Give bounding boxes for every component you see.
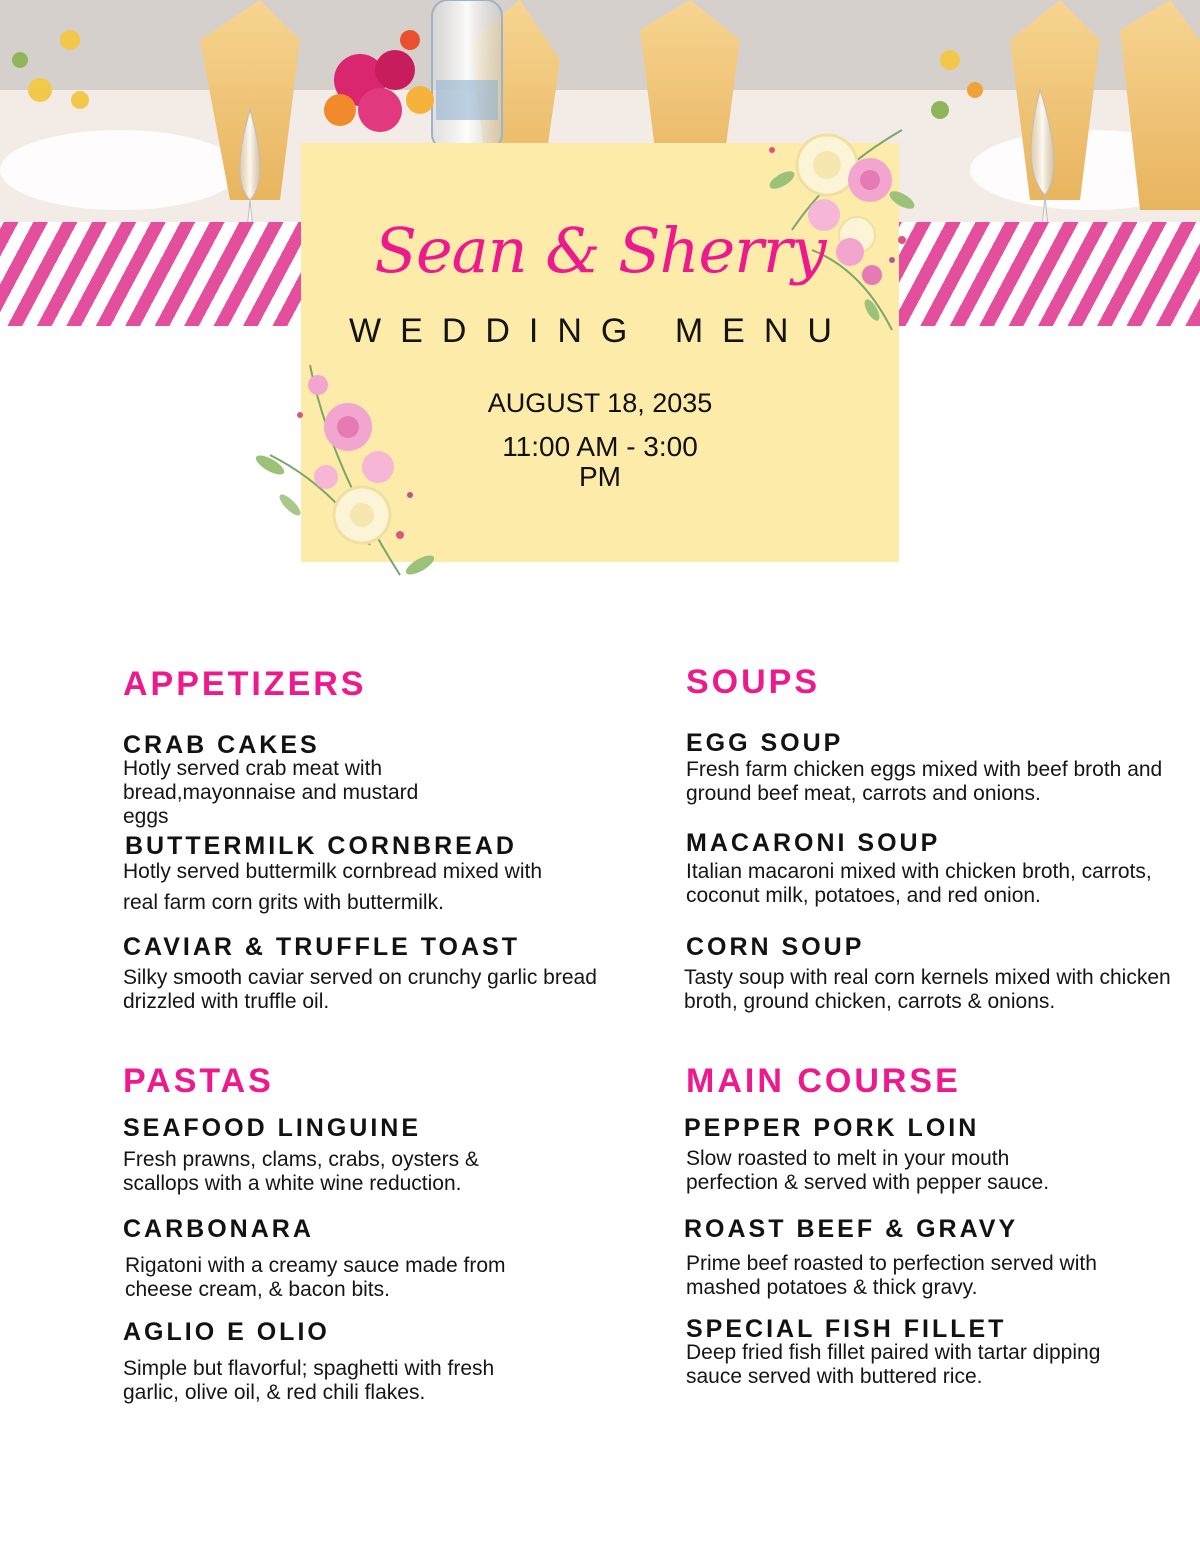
item-description: Prime beef roasted to perfection served with mashed potatoes & thick gravy. (686, 1252, 1097, 1299)
floral-bouquet-bottom-left-icon (250, 345, 450, 605)
item-title: CAVIAR & TRUFFLE TOAST (123, 933, 521, 961)
item-title: CORN SOUP (686, 933, 865, 961)
item-description: Italian macaroni mixed with chicken broth, carrots, coconut milk, potatoes, and red onion. (686, 860, 1152, 907)
item-title: AGLIO E OLIO (123, 1318, 330, 1346)
item-description: Hotly served buttermilk cornbread mixed with real farm corn grits with buttermilk. (123, 860, 542, 914)
item-title: SEAFOOD LINGUINE (123, 1114, 422, 1142)
item-description: Rigatoni with a creamy sauce made from cheese cream, & bacon bits. (125, 1254, 506, 1301)
item-title: EGG SOUP (686, 729, 844, 757)
item-title: ROAST BEEF & GRAVY (684, 1215, 1019, 1243)
item-title: SPECIAL FISH FILLET (686, 1315, 1007, 1343)
item-title: MACARONI SOUP (686, 829, 941, 857)
item-description: Silky smooth caviar served on crunchy garlic bread drizzled with truffle oil. (123, 966, 597, 1013)
item-description: Slow roasted to melt in your mouth perfection & served with pepper sauce. (686, 1147, 1050, 1194)
bottle-label (436, 80, 498, 120)
item-description: Simple but flavorful; spaghetti with fresh garlic, olive oil, & red chili flakes. (123, 1357, 495, 1404)
water-bottle (432, 0, 502, 150)
item-description: Deep fried fish fillet paired with tartar dipping sauce served with buttered rice. (686, 1341, 1101, 1388)
section-title-soups: SOUPS (686, 663, 821, 701)
item-title: BUTTERMILK CORNBREAD (125, 832, 517, 860)
item-description: Hotly served crab meat with bread,mayonnaise and mustard eggs (123, 757, 419, 828)
section-title-main-course: MAIN COURSE (686, 1062, 961, 1100)
item-description: Tasty soup with real corn kernels mixed with chicken broth, ground chicken, carrots & onions. (684, 966, 1171, 1013)
section-title-pastas: PASTAS (123, 1062, 274, 1100)
item-description: Fresh farm chicken eggs mixed with beef broth and ground beef meat, carrots and onions. (686, 758, 1163, 805)
item-title: CRAB CAKES (123, 731, 320, 759)
menu-title: WEDDING MENU (349, 312, 851, 350)
event-time: 11:00 AM - 3:00 PM (502, 431, 698, 492)
item-title: CARBONARA (123, 1215, 314, 1243)
event-date: AUGUST 18, 2035 (487, 388, 713, 418)
couple-names: Sean & Sherry (374, 214, 826, 287)
section-title-appetizers: APPETIZERS (123, 665, 367, 703)
plate-left (0, 130, 240, 210)
item-title: PEPPER PORK LOIN (684, 1114, 980, 1142)
item-description: Fresh prawns, clams, crabs, oysters & scallops with a white wine reduction. (123, 1148, 479, 1195)
